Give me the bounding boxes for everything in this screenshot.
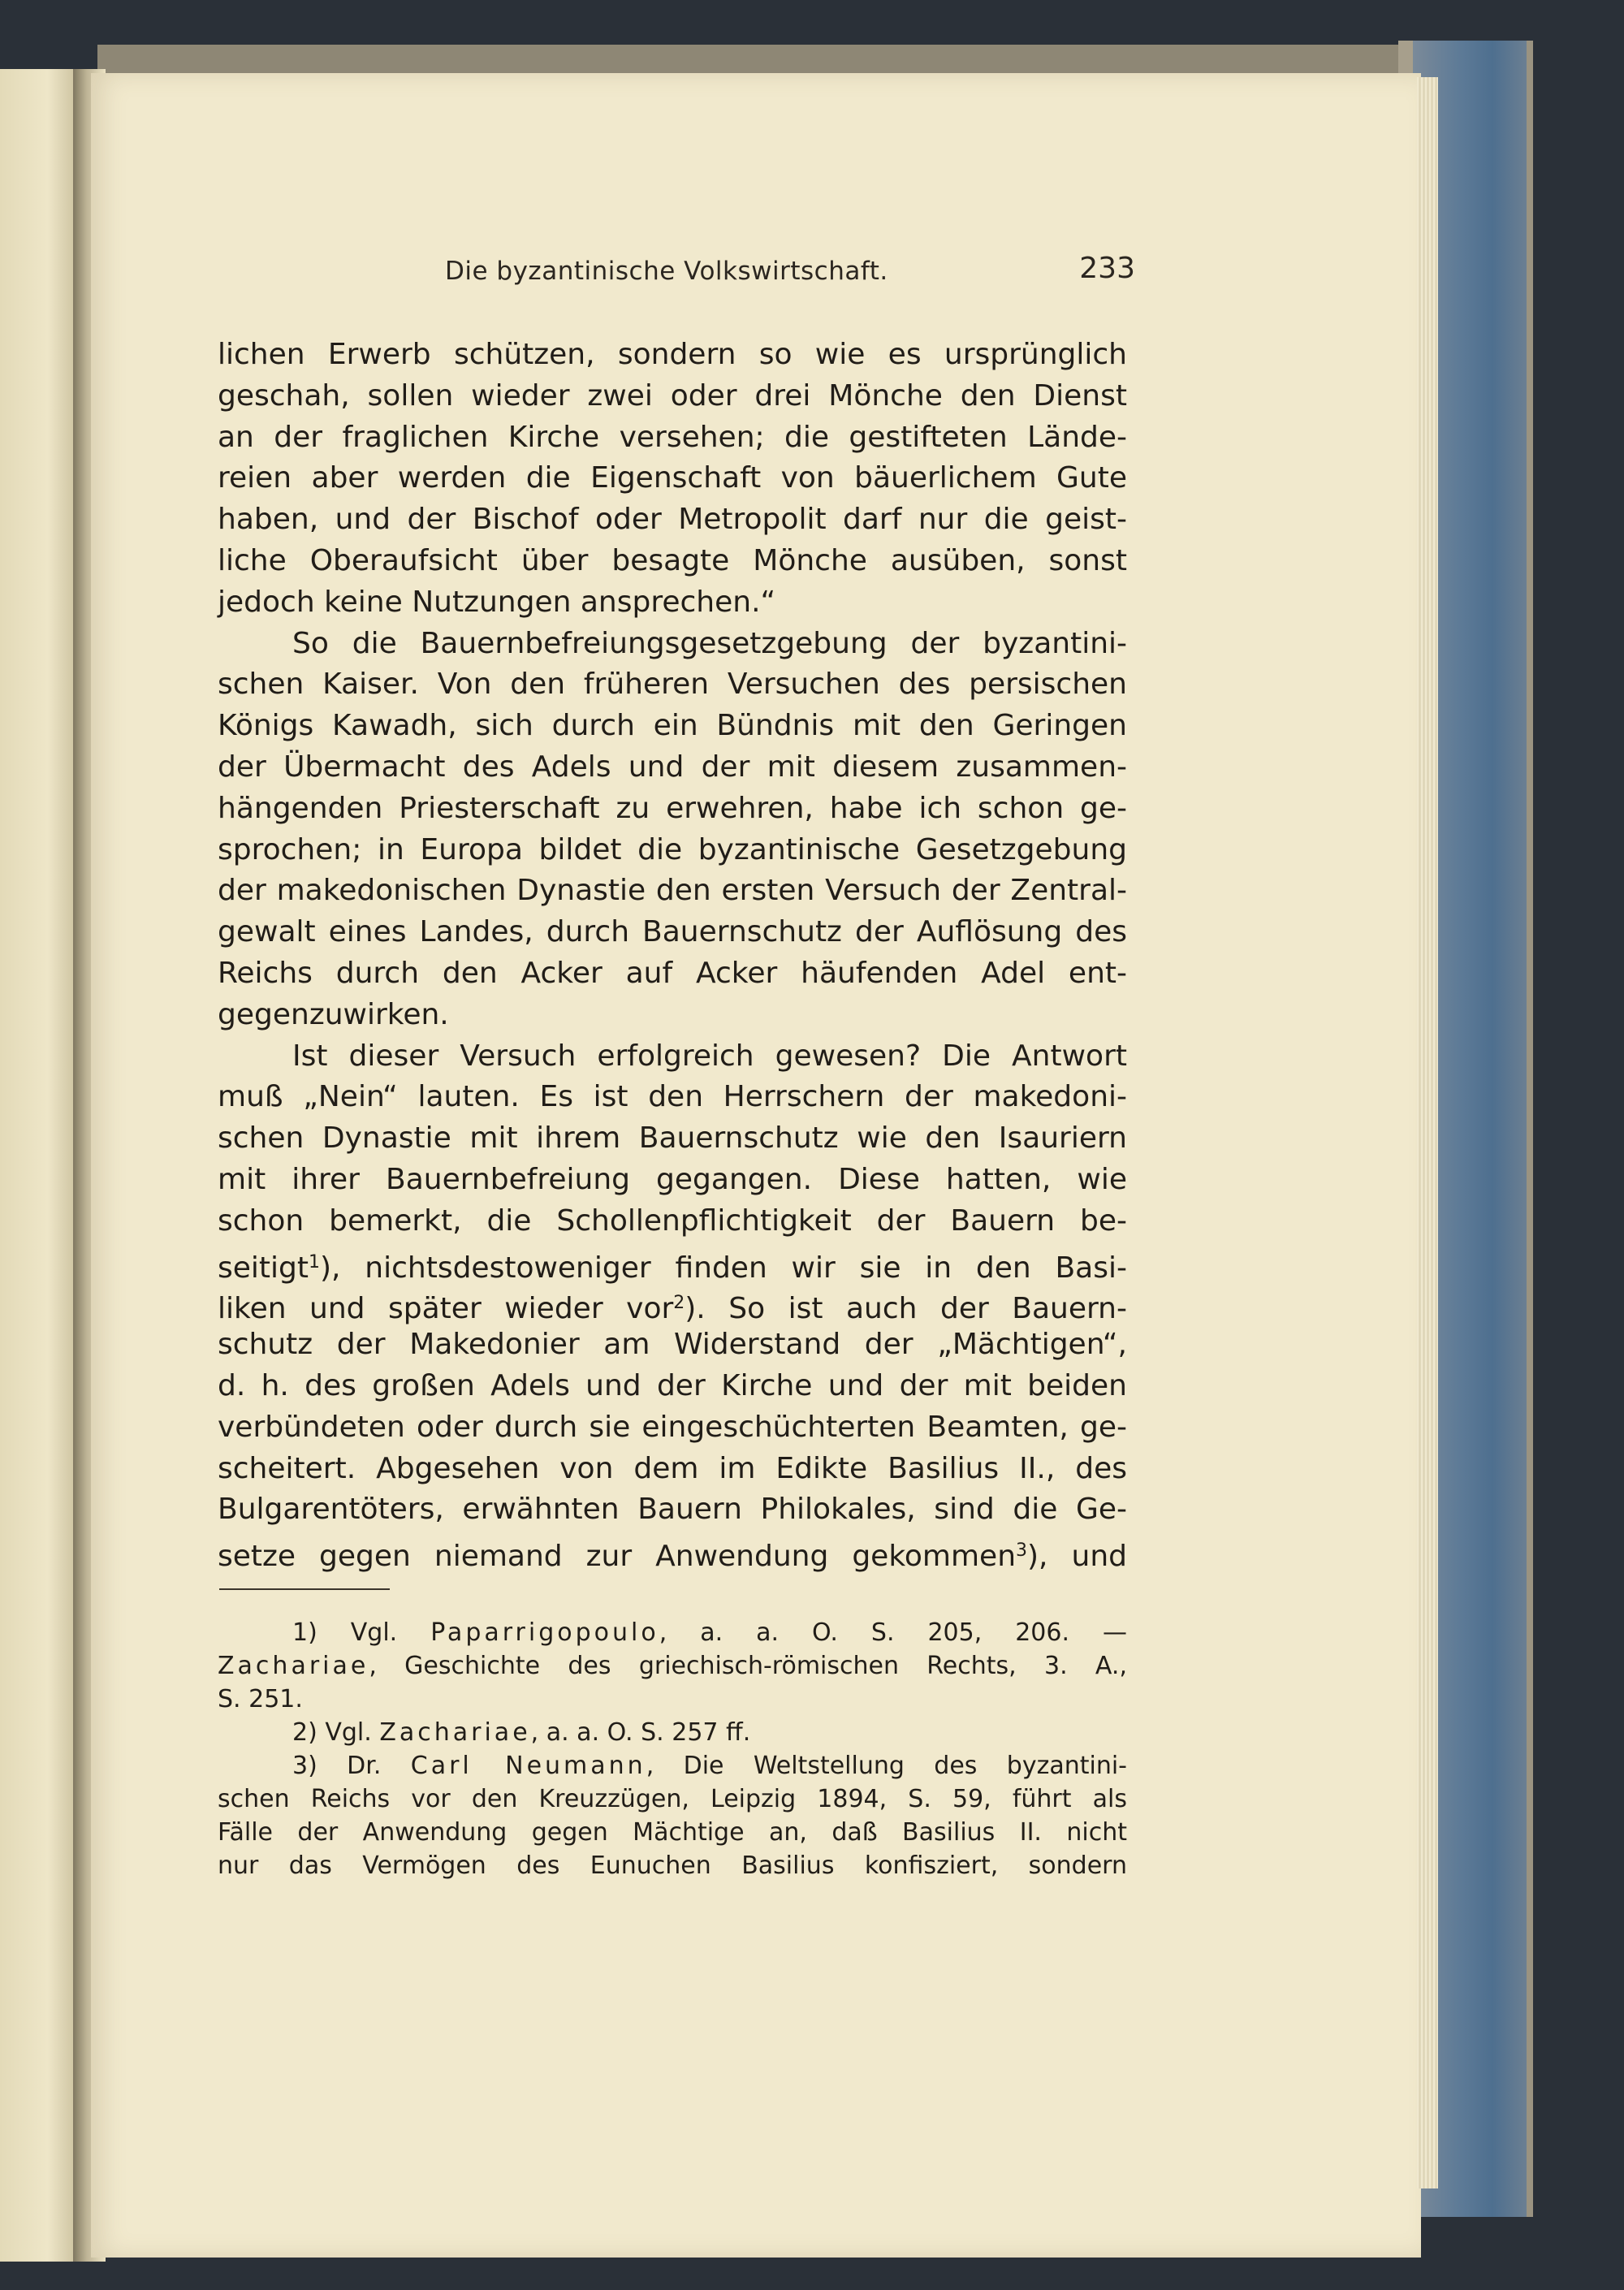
text-line: schen Dynastie mit ihrem Bauernschutz wie den Isauriern	[218, 1121, 1127, 1156]
text-line: der makedonischen Dynastie den ersten Versuch der Zentral-	[218, 874, 1127, 908]
footnote-text: 3) Dr.	[292, 1752, 382, 1780]
text-line: muß „Nein“ lauten. Es ist den Herrschern der makedoni-	[218, 1080, 1127, 1114]
footnotes	[218, 1616, 1127, 1882]
footnote-author: Zachariae	[379, 1718, 531, 1747]
book-cover-top-edge	[97, 45, 1527, 77]
footnote-text: 2) Vgl.	[292, 1718, 372, 1747]
text-line: schen Kaiser. Von den früheren Versuchen des persischen	[218, 668, 1127, 702]
text-fragment: setze gegen niemand zur Anwendung gekommen	[218, 1540, 1017, 1574]
footnote-ref-3: 3	[1016, 1540, 1028, 1562]
text-line: So die Bauernbefreiungsgesetzgebung der byzantini-	[292, 626, 1127, 660]
text-line: geschah, sollen wieder zwei oder drei Mönche den Dienst	[218, 378, 1127, 413]
footnote-2	[218, 1716, 1127, 1749]
left-page-edge	[0, 69, 80, 2262]
running-head: Die byzantinische Volkswirtschaft.	[445, 257, 888, 286]
footnote-text: , a. a. O. S. 257 ff.	[530, 1718, 751, 1747]
text-line: haben, und der Bischof oder Metropolit darf nur die geist-	[218, 503, 1127, 537]
footnote-1-line: S. 251.	[218, 1685, 303, 1713]
text-fragment: ), und	[1027, 1540, 1127, 1574]
text-fragment: liken und später wieder vor	[218, 1292, 674, 1326]
footnote-3	[218, 1749, 1127, 1782]
footnote-3-line: Fälle der Anwendung gegen Mächtige an, daß Basilius II. nicht	[218, 1818, 1127, 1847]
body-text	[218, 335, 1127, 1572]
text-line: Ist dieser Versuch erfolgreich gewesen? Die Antwort	[292, 1039, 1127, 1073]
footnote-author: Carl Neumann	[410, 1752, 646, 1780]
text-line: mit ihrer Bauernbefreiung gegangen. Diese hatten, wie	[218, 1162, 1127, 1196]
footnote-3-line: schen Reichs vor den Kreuzzügen, Leipzig 1894, S. 59, führt als	[218, 1785, 1127, 1813]
text-fragment: ), nichtsdestoweniger finden wir sie in den Basi-	[320, 1251, 1127, 1285]
text-line: lichen Erwerb schützen, sondern so wie es ursprünglich	[218, 338, 1127, 371]
text-line: gewalt eines Landes, durch Bauernschutz der Auflösung des	[218, 915, 1127, 949]
page-number: 233	[1079, 252, 1135, 285]
footnote-ref-1: 1	[309, 1251, 320, 1272]
text-line: Königs Kawadh, sich durch ein Bündnis mit den Geringen	[218, 709, 1127, 743]
text-line: verbündeten oder durch sie eingeschüchterten Beamten, ge-	[218, 1410, 1127, 1444]
text-line: schon bemerkt, die Schollenpflichtigkeit der Bauern be-	[218, 1203, 1127, 1238]
text-line: gegenzuwirken.	[218, 997, 449, 1031]
text-line: liche Oberaufsicht über besagte Mönche ausüben, sonst	[218, 543, 1127, 577]
text-line: Reichs durch den Acker auf Acker häufenden Adel ent-	[218, 956, 1127, 990]
text-line: schutz der Makedonier am Widerstand der „Mächtigen“,	[218, 1328, 1127, 1362]
text-line	[218, 1283, 1127, 1324]
footnote-author: Zachariae	[218, 1652, 369, 1680]
footnote-text: , Geschichte des griechisch-römischen Rechts, 3. A.,	[369, 1652, 1127, 1680]
text-line: reien aber werden die Eigenschaft von bäuerlichem Gute	[218, 461, 1127, 495]
text-line: an der fraglichen Kirche versehen; die gestifteten Lände-	[218, 420, 1127, 454]
page-stack-edges	[1417, 77, 1438, 2188]
footnote-text: , a. a. O. S. 205, 206. —	[659, 1618, 1127, 1647]
footnote-text: 1) Vgl.	[292, 1618, 398, 1647]
text-line: der Übermacht des Adels und der mit diesem zusammen-	[218, 750, 1127, 784]
footnote-ref-2: 2	[673, 1293, 685, 1314]
footnote-3-line: nur das Vermögen des Eunuchen Basilius konfisziert, sondern	[218, 1851, 1127, 1880]
text-fragment: ). So ist auch der Bauern-	[685, 1292, 1127, 1326]
text-line: jedoch keine Nutzungen ansprechen.“	[218, 585, 776, 619]
footnote-rule	[219, 1588, 390, 1590]
footnote-1-line	[218, 1649, 1127, 1683]
text-line: Bulgarentöters, erwähnten Bauern Philokales, sind die Ge-	[218, 1493, 1127, 1527]
text-fragment: seitigt	[218, 1251, 309, 1285]
footnote-author: Paparrigopoulo	[430, 1618, 659, 1647]
text-line	[218, 1242, 1127, 1284]
footnote-1	[218, 1616, 1127, 1649]
footnote-text: , Die Weltstellung des byzantini-	[646, 1752, 1127, 1780]
text-line: d. h. des großen Adels und der Kirche und der mit beiden	[218, 1368, 1127, 1402]
text-line: scheitert. Abgesehen von dem im Edikte Basilius II., des	[218, 1451, 1127, 1485]
text-line: sprochen; in Europa bildet die byzantinische Gesetzgebung	[218, 832, 1127, 866]
text-line	[218, 1531, 1127, 1572]
text-line: hängenden Priesterschaft zu erwehren, habe ich schon ge-	[218, 791, 1127, 825]
